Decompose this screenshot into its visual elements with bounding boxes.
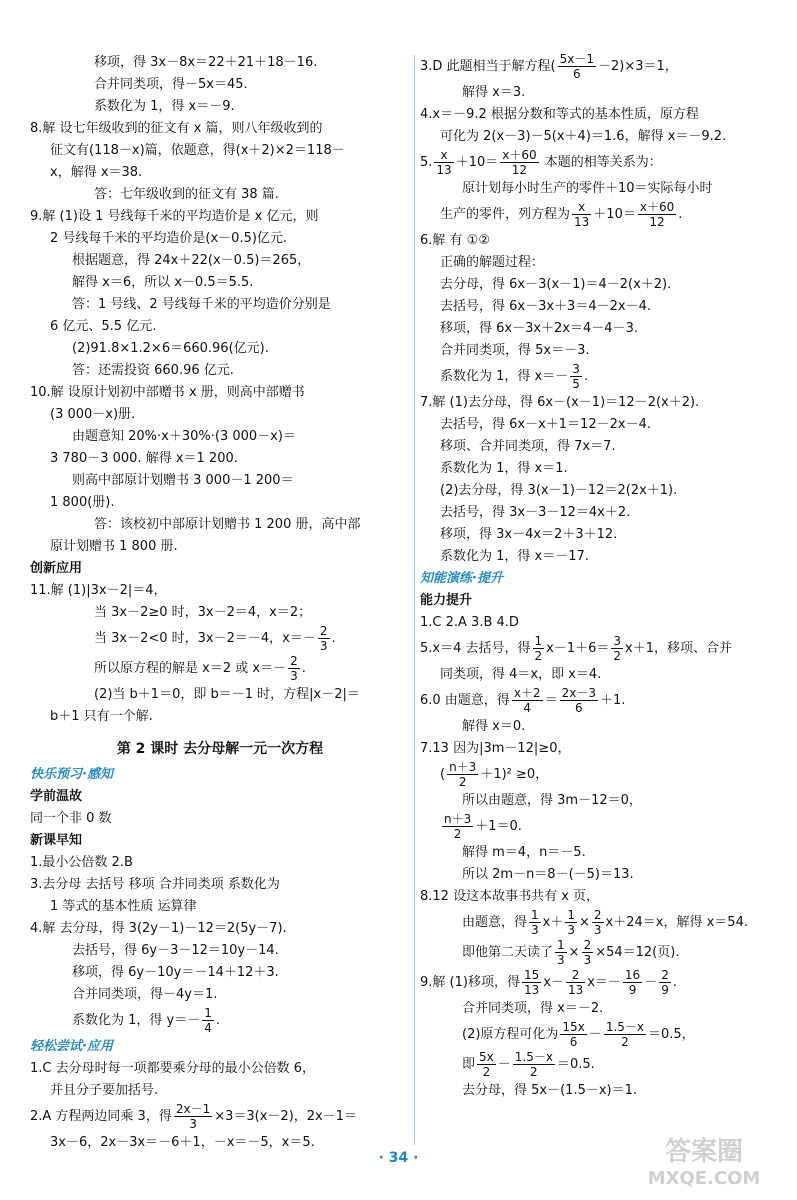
answer-line: 合并同类项，得－5x＝45. (94, 77, 248, 92)
section-chip-try: 轻松尝试·应用 (30, 1039, 113, 1054)
fraction: $\frac{3}{5}$ (572, 362, 580, 391)
answer-line: (2)91.8×1.2×6＝660.96(亿元). (72, 341, 269, 356)
answer-line: ( $\frac{n+3}{2}$ ＋1)² ≥0， (440, 760, 549, 789)
fraction: $\frac{1}{4}$ (204, 1006, 212, 1035)
answer-line: 生产的零件，列方程为 $\frac{x}{13}$ ＋10＝ $\frac{x+60}{12}$ . (440, 200, 683, 229)
new-lesson-lines (30, 852, 410, 1006)
answer-line: 5. $\frac{x}{13}$ ＋10＝ $\frac{x+60}{12}$ 本题的相等关系为： (420, 148, 662, 177)
q11-line: (2)当 b＋1＝0，即 b＝－1 时，方程|x－2|＝ (94, 687, 360, 702)
answer-line: 8.解 设七年级收到的征文有 x 篇，则八年级收到的 (30, 121, 323, 136)
answer-line: 解得 x＝6，所以 x－0.5＝5.5. (72, 275, 254, 290)
fraction: $\frac{x+2}{4}$ (513, 686, 541, 715)
answer-line: 答：1 号线、2 号线每千米的平均造价分别是 (72, 297, 331, 312)
answer-line: 3.D 此题相当于解方程( $\frac{5x-1}{6}$ －2)×3＝1， (420, 52, 678, 81)
new-lesson-title: 新课早知 (30, 833, 83, 848)
q11-line: 所以原方程的解是 x＝2 或 x＝－ $\frac{2}{3}$ . (94, 654, 306, 683)
q11-line: 当 3x－2≥0 时，3x－2＝4，x＝2； (94, 605, 312, 620)
fraction: $\frac{5x-1}{6}$ (559, 52, 594, 81)
section-chip-up: 知能演练·提升 (420, 571, 503, 586)
answer-line: 同类项，得 4＝x，即 x＝4. (440, 667, 602, 682)
fraction: $\frac{x}{13}$ (436, 148, 452, 177)
fraction: $\frac{2}{3}$ (290, 654, 298, 683)
section-innovate: 创新应用 (30, 561, 83, 576)
fraction: $\frac{1.5-x}{2}$ (514, 1050, 553, 1079)
answer-line: 移项，得 3x－4x＝2＋3＋12. (440, 527, 618, 542)
answer-line: 移项，得 6x－3x＋2x＝4－4－3. (440, 321, 638, 336)
answer-line: 1.C 去分母时每一项都要乘分母的最小公倍数 6， (30, 1061, 316, 1076)
fraction: $\frac{2x-3}{6}$ (561, 686, 596, 715)
answer-line: 去括号，得 6x－3x＋3＝4－2x－4. (440, 299, 651, 314)
answer-line: 6.0 由题意，得 $\frac{x+2}{4}$ ＝ $\frac{2x-3}{6}$ ＋1. (420, 686, 626, 715)
answer-line: 原计划赠书 1 800 册. (50, 539, 178, 554)
answer-line: 6.解 有 ①② (420, 233, 490, 248)
answer-line: x，解得 x＝38. (50, 165, 143, 180)
fraction: $\frac{3}{2}$ (613, 634, 622, 663)
left-answer-lines (30, 52, 410, 558)
fraction: $\frac{2}{3}$ (593, 908, 602, 937)
answer-line: 根据题意，得 24x＋22(x－0.5)＝265， (72, 253, 311, 268)
answer-6-lines (420, 230, 775, 362)
answer-line: 系数化为 1，得 x＝1. (440, 461, 568, 476)
answer-line: 并且分子要加括号. (50, 1083, 159, 1098)
answer-line: 2.A 方程两边同乘 3，得 $\frac{2x-1}{3}$ ×3＝3(x－2)，2x－1＝ (30, 1102, 357, 1131)
fraction: $\frac{1}{3}$ (531, 908, 539, 937)
answer-line: $\frac{n+3}{2}$ ＋1＝0. (444, 812, 522, 841)
answer-line: 原计划每小时生产的零件＋10＝实际每小时 (462, 181, 713, 196)
answer-line: 答：七年级收到的征文有 38 篇. (94, 187, 279, 202)
answer-line: 移项，得 6y－10y＝－14＋12＋3. (72, 965, 279, 980)
fraction: $\frac{15}{13}$ (523, 968, 540, 997)
prior-knowledge-text: 同一个非 0 数 (30, 811, 112, 826)
fraction: $\frac{2}{13}$ (567, 968, 584, 997)
answer-line: 解得 x＝0. (462, 719, 526, 734)
right-column (420, 52, 775, 1102)
answer-line: 3 780－3 000. 解得 x＝1 200. (50, 451, 238, 466)
prior-knowledge-title: 学前温故 (30, 789, 83, 804)
answer-line: 由题意，得 $\frac{1}{3}$ x＋ $\frac{1}{3}$ × $\frac{2}{3}$ x＋24＝x，解得 x＝54. (462, 908, 748, 937)
answer-line: 8.12 设这本故事书共有 x 页， (420, 889, 600, 904)
fraction: $\frac{2}{3}$ (319, 624, 328, 653)
answer-7-lines (420, 392, 775, 568)
answer-line: 1 等式的基本性质 运算律 (50, 899, 197, 914)
column-divider (414, 55, 415, 1145)
q11-line: b＋1 只有一个解. (50, 709, 153, 724)
answer-line: (2)原方程可化为 $\frac{15x}{6}$ － $\frac{1.5-x}{2}$ ＝0.5， (462, 1020, 695, 1049)
answer-line: 正确的解题过程： (440, 255, 545, 270)
fraction: $\frac{2}{9}$ (661, 968, 669, 997)
ability-title: 能力提升 (420, 593, 473, 608)
answer-line: 系数化为 1，得 y＝－ $\frac{1}{4}$ . (72, 1006, 221, 1035)
answer-line: 1 800(册). (50, 495, 115, 510)
answer-line: 去括号，得 3x－3－12＝4x＋2. (440, 505, 631, 520)
q11-line: 当 3x－2<0 时，3x－2＝－4，x＝－ $\frac{2}{3}$ . (94, 624, 336, 653)
answer-line: 7.解 (1)去分母，得 6x－(x－1)＝12－2(x＋2). (420, 395, 700, 410)
answer-line: 去括号，得 6x－x＋1＝12－2x－4. (440, 417, 651, 432)
answer-line: 系数化为 1，得 x＝－ $\frac{3}{5}$ . (440, 362, 589, 391)
answer-line: 去分母，得 5x－(1.5－x)＝1. (462, 1083, 638, 1098)
answer-line: 9.解 (1)设 1 号线每千米的平均造价是 x 亿元，则 (30, 209, 319, 224)
answer-line: 10.解 设原计划初中部赠书 x 册，则高中部赠书 (30, 385, 305, 400)
q11-line: 11.解 (1)|3x－2|＝4， (30, 583, 167, 598)
answer-line: 合并同类项，得 5x＝－3. (440, 343, 590, 358)
page-number: · 34 · (378, 1150, 419, 1166)
answer-line: 1.C 2.A 3.B 4.D (420, 615, 519, 630)
answer-line: 合并同类项，得－4y＝1. (72, 987, 218, 1002)
fraction: $\frac{x+60}{12}$ (639, 200, 675, 229)
answer-line: 去括号，得 6y－3－12＝10y－14. (72, 943, 279, 958)
answer-line: (2)去分母，得 3(x－1)－12＝2(2x＋1). (440, 483, 678, 498)
fraction: $\frac{n+3}{2}$ (449, 760, 477, 789)
answer-line: 所以 2m－n＝8－(－5)＝13. (462, 867, 634, 882)
left-column (30, 52, 410, 1154)
fraction: $\frac{1}{3}$ (557, 938, 565, 967)
answer-line: 3.去分母 去括号 移项 合并同类项 系数化为 (30, 877, 280, 892)
fraction: $\frac{15x}{6}$ (562, 1020, 585, 1049)
fraction: $\frac{5x}{2}$ (479, 1050, 494, 1079)
fraction: $\frac{2x-1}{3}$ (175, 1102, 211, 1131)
fraction: $\frac{x}{13}$ (574, 200, 590, 229)
answer-line: 征文有(118－x)篇，依题意，得(x＋2)×2＝118－ (50, 143, 345, 158)
svg-text:答案圈: 答案圈 (664, 1137, 744, 1167)
svg-text:MXQE.COM: MXQE.COM (647, 1168, 761, 1189)
answer-line: 合并同类项，得 x＝－2. (462, 1001, 604, 1016)
answer-line: 移项，得 3x－8x＝22＋21＋18－16. (94, 55, 318, 70)
fraction: $\frac{1}{3}$ (567, 908, 575, 937)
fraction: $\frac{x+60}{12}$ (502, 148, 537, 177)
fraction: $\frac{1}{2}$ (534, 634, 543, 663)
answer-line: 去分母，得 6x－3(x－1)＝4－2(x＋2). (440, 277, 672, 292)
answer-line: 答：该校初中部原计划赠书 1 200 册，高中部 (94, 517, 361, 532)
answer-line: 1.最小公倍数 2.B (30, 855, 133, 870)
answer-line: 则高中部原计划赠书 3 000－1 200＝ (72, 473, 294, 488)
answer-line: 系数化为 1，得 x＝－9. (94, 99, 235, 114)
answer-line: 7.13 因为|3m－12|≥0， (420, 741, 571, 756)
lesson-title: 第 2 课时 去分母解一元一次方程 (116, 741, 324, 757)
answer-line: 系数化为 1，得 x＝－17. (440, 549, 589, 564)
fraction: $\frac{n+3}{2}$ (444, 812, 472, 841)
watermark-logo (629, 1130, 779, 1192)
answer-line: 答：还需投资 660.96 亿元. (72, 363, 234, 378)
answer-line: 4.x＝－9.2 根据分数和等式的基本性质，原方程 (420, 107, 699, 122)
answer-line: 即他第二天读了 $\frac{1}{3}$ × $\frac{2}{3}$ ×54＝12(页). (462, 938, 680, 967)
fraction: $\frac{16}{9}$ (624, 968, 641, 997)
answer-line: 移项、合并同类项，得 7x＝7. (440, 439, 616, 454)
answer-line: 2 号线每千米的平均造价是(x－0.5)亿元. (50, 231, 288, 246)
answer-line: 解得 x＝3. (462, 85, 526, 100)
answer-line: 所以由题意，得 3m－12＝0， (462, 793, 642, 808)
answer-line: 3x－6，2x－3x＝－6＋1，－x＝－5，x＝5. (50, 1135, 315, 1150)
answer-line: (3 000－x)册. (50, 407, 136, 422)
answer-line: 由题意知 20%·x＋30%·(3 000－x)＝ (72, 429, 296, 444)
answer-line: 4.解 去分母，得 3(2y－1)－12＝2(5y－7). (30, 921, 287, 936)
answer-line: 解得 m＝4，n＝－5. (462, 845, 586, 860)
section-chip-preview: 快乐预习·感知 (30, 767, 113, 782)
fraction: $\frac{2}{3}$ (583, 938, 592, 967)
fraction: $\frac{1.5-x}{2}$ (605, 1020, 644, 1049)
answer-line: 6 亿元、5.5 亿元. (50, 319, 157, 334)
answer-line: 5.x＝4 去括号，得 $\frac{1}{2}$ x－1＋6＝ $\frac{3}{2}$ x＋1，移项、合并 (420, 634, 733, 663)
answer-line: 9.解 (1)移项，得 $\frac{15}{13}$ x－ $\frac{2}{13}$ x＝－ $\frac{16}{9}$ － $\frac{2}{9}$ . (420, 968, 677, 997)
answer-line: 即 $\frac{5x}{2}$ － $\frac{1.5-x}{2}$ ＝0.5. (462, 1050, 595, 1079)
answer-line: 可化为 2(x－3)－5(x＋4)＝1.6，解得 x＝－9.2. (440, 129, 727, 144)
